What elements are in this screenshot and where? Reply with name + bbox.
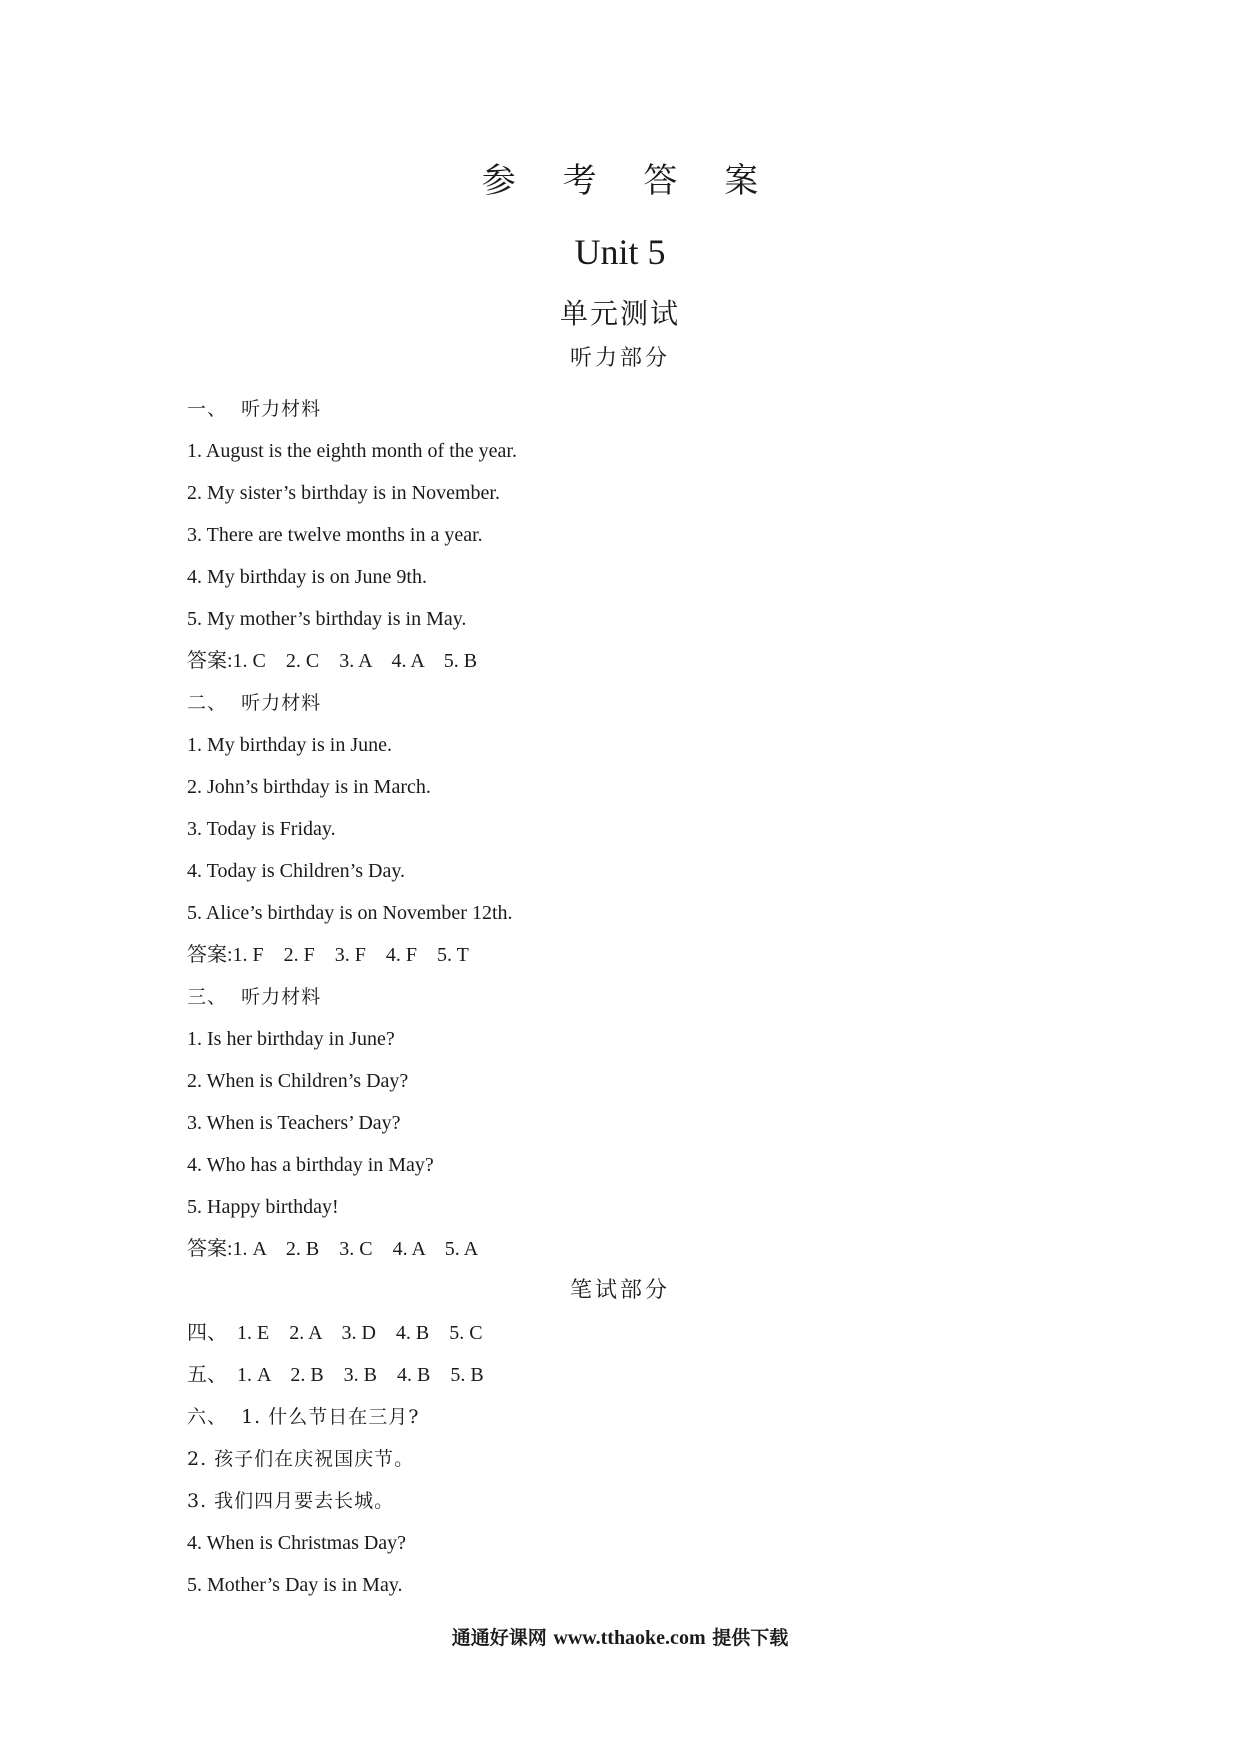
part-3-heading: 三、 听力材料 [187, 986, 322, 1008]
part-6-item-4: 4. When is Christmas Day? [187, 1532, 407, 1554]
part-1-answers: 答案:1. C 2. C 3. A 4. A 5. B [187, 650, 478, 672]
part-3-item-2: 2. When is Children’s Day? [187, 1070, 409, 1092]
part-6-item-3: 3. 我们四月要去长城。 [187, 1490, 395, 1512]
footer-site-name: 通通好课网 [451, 1627, 547, 1649]
part-2-answers: 答案:1. F 2. F 3. F 4. F 5. T [187, 944, 469, 966]
part-2-item-1: 1. My birthday is in June. [187, 734, 392, 756]
part-6-item-2: 2. 孩子们在庆祝国庆节。 [187, 1448, 415, 1470]
part-1-item-1: 1. August is the eighth month of the year. [187, 440, 517, 462]
footer-suffix: 提供下载 [712, 1627, 789, 1649]
part-3-item-1: 1. Is her birthday in June? [187, 1028, 395, 1050]
unit-heading: Unit 5 [574, 232, 666, 272]
part-3-item-5: 5. Happy birthday! [187, 1196, 339, 1218]
part-2-heading: 二、 听力材料 [187, 692, 322, 714]
part-2-item-3: 3. Today is Friday. [187, 818, 336, 840]
test-subtitle: 单元测试 [559, 297, 680, 330]
part-1-item-5: 5. My mother’s birthday is in May. [187, 608, 467, 630]
part-5-answers: 五、 1. A 2. B 3. B 4. B 5. B [187, 1364, 484, 1386]
writing-section-heading: 笔试部分 [569, 1278, 670, 1303]
part-2-item-4: 4. Today is Children’s Day. [187, 860, 406, 882]
part-4-answers: 四、 1. E 2. A 3. D 4. B 5. C [187, 1322, 483, 1344]
part-2-item-5: 5. Alice’s birthday is on November 12th. [187, 902, 513, 924]
part-1-heading: 一、 听力材料 [187, 398, 322, 420]
part-1-item-3: 3. There are twelve months in a year. [187, 524, 483, 546]
part-1-item-2: 2. My sister’s birthday is in November. [187, 482, 500, 504]
part-6-item-1: 六、 1. 什么节日在三月? [187, 1406, 420, 1428]
part-3-item-4: 4. Who has a birthday in May? [187, 1154, 434, 1176]
footer-url[interactable]: www.tthaoke.com [553, 1627, 706, 1649]
part-2-item-2: 2. John’s birthday is in March. [187, 776, 431, 798]
listening-section-heading: 听力部分 [569, 346, 670, 371]
page-footer [0, 1624, 1240, 1652]
page-title: 参 考 答 案 [481, 161, 777, 201]
part-3-answers: 答案:1. A 2. B 3. C 4. A 5. A [187, 1238, 479, 1260]
part-1-item-4: 4. My birthday is on June 9th. [187, 566, 427, 588]
part-6-item-5: 5. Mother’s Day is in May. [187, 1574, 403, 1596]
part-3-item-3: 3. When is Teachers’ Day? [187, 1112, 401, 1134]
